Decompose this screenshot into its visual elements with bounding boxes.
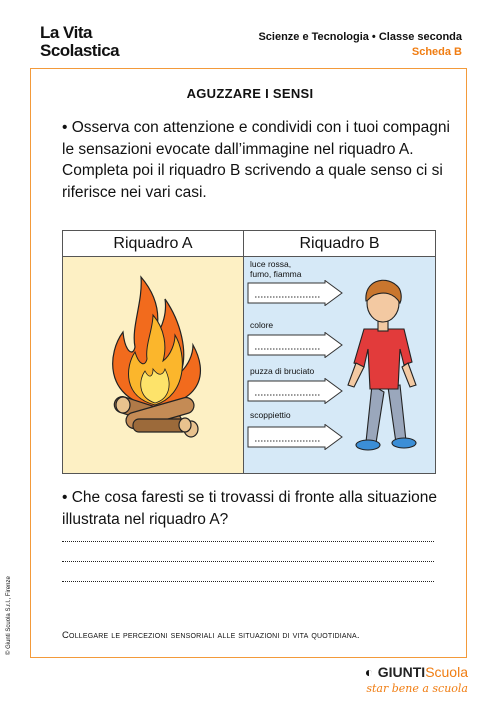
panel-a-title: Riquadro A	[63, 231, 243, 257]
publisher-brand	[365, 664, 468, 695]
arrow-label-2	[250, 320, 350, 330]
question-text: • Che cosa faresti se ti trovassi di fronte alla situazione illustrata nel riquadro A?	[62, 489, 438, 528]
subject-label: Scienze e Tecnologia • Classe seconda	[258, 31, 462, 43]
arrow-label-1-line1: luce rossa,	[250, 259, 292, 269]
panel-divider	[243, 231, 244, 473]
answer-arrow-2[interactable]	[247, 332, 343, 358]
copyright-text: © Giunti Scuola S.r.l., Firenze	[6, 576, 12, 655]
brand-g-icon: ◐	[364, 664, 374, 680]
answer-arrow-1[interactable]	[247, 280, 343, 306]
panel-a	[63, 257, 243, 473]
campfire-illustration	[63, 257, 243, 473]
arrow-label-4-line1: scoppiettio	[250, 410, 291, 420]
brand-tagline: star bene a scuola	[366, 682, 468, 695]
instruction-text: • Osserva con attenzione e condividi con i tuoi compagni le sensazioni evocate dall’immagine nel riquadro A. Completa poi il riquadro B scrivendo a quale senso ci si riferisce nei vari casi.	[62, 119, 450, 201]
arrow-label-1-line2: fumo, fiamma	[250, 269, 302, 279]
arrow-label-4	[250, 410, 350, 420]
footer-caption	[62, 630, 360, 641]
sheet-label: Scheda B	[411, 46, 462, 58]
arrow-label-2-line1: colore	[250, 320, 274, 330]
logo-line1: La Vita	[40, 23, 92, 42]
brand-name1: GIUNTI	[377, 664, 426, 680]
logo-line2: Scolastica	[40, 41, 120, 60]
panel-b-title: Riquadro B	[244, 231, 435, 257]
answer-line-3[interactable]	[62, 580, 434, 582]
brand-name2: Scuola	[425, 664, 468, 680]
logo	[40, 24, 119, 60]
header-info	[258, 30, 462, 60]
page-title: AGUZZARE I SENSI	[186, 86, 314, 101]
answer-arrow-3[interactable]	[247, 378, 343, 404]
footer-caption-text: Collegare le percezioni sensoriali alle situazioni di vita quotidiana.	[62, 630, 360, 641]
answer-line-2[interactable]	[62, 560, 434, 562]
arrow-label-1	[250, 259, 350, 279]
arrow-label-3-line1: puzza di bruciato	[250, 366, 315, 376]
arrow-label-3	[250, 366, 350, 376]
answer-line-1[interactable]	[62, 540, 434, 542]
answer-arrow-4[interactable]	[247, 424, 343, 450]
